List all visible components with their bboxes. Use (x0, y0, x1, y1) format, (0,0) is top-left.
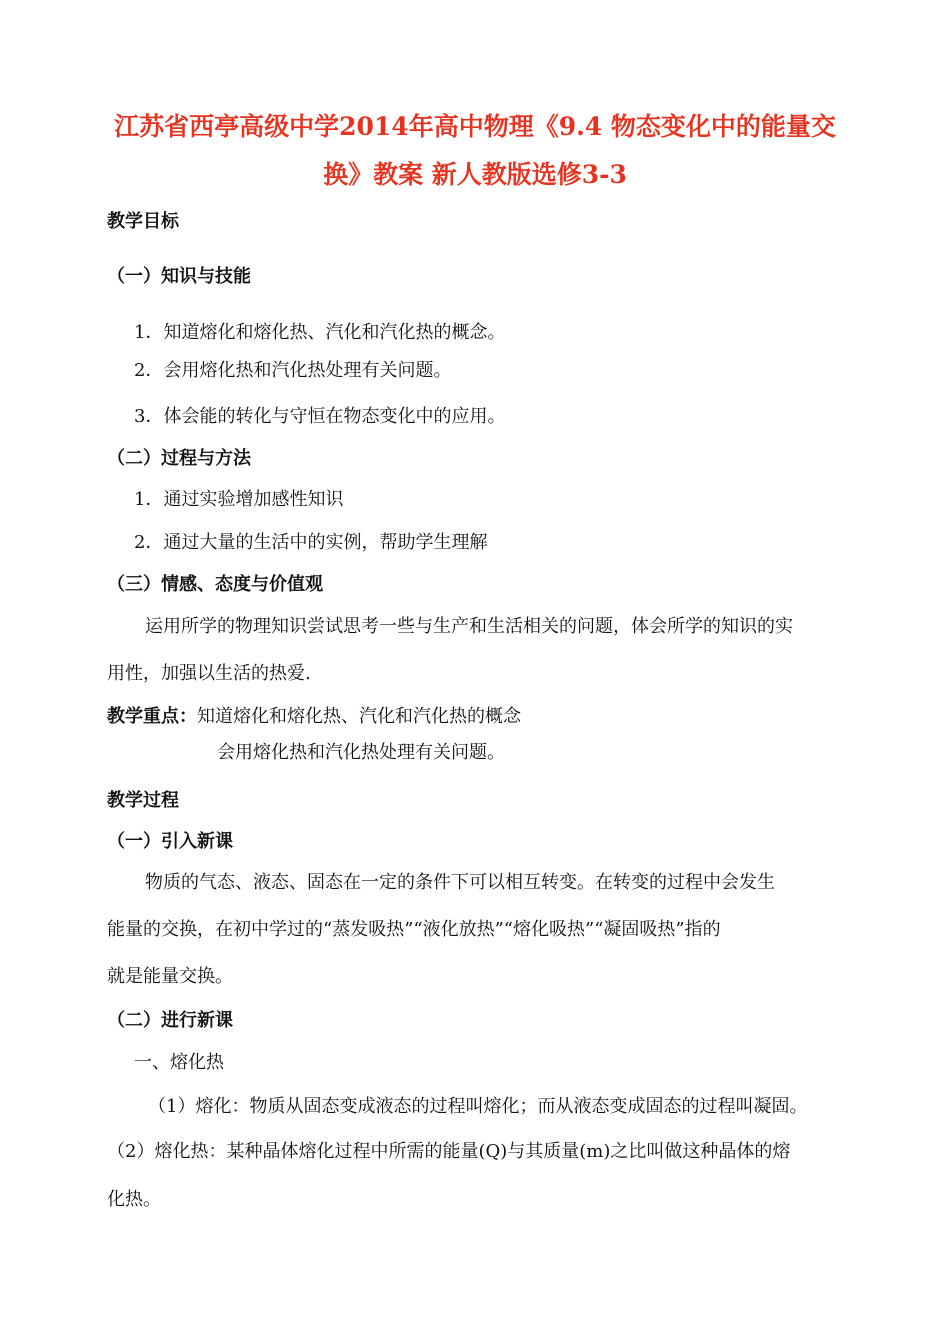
list-item: 1．通过实验增加感性知识 (134, 489, 344, 510)
fusion-heat-heading: 一、熔化热 (134, 1052, 224, 1073)
list-item: 1．知道熔化和熔化热、汽化和汽化热的概念。 (134, 322, 506, 343)
new-lesson-heading: （二）进行新课 (107, 1010, 233, 1031)
paragraph-line: 物质的气态、液态、固态在一定的条件下可以相互转变。在转变的过程中会发生 (145, 872, 775, 893)
paragraph-line: 用性，加强以生活的热爱. (107, 663, 311, 684)
list-item: 3．体会能的转化与守恒在物态变化中的应用。 (134, 406, 506, 427)
document-title-line2: 换》教案 新人教版选修3-3 (323, 160, 627, 189)
process-heading: 教学过程 (107, 790, 179, 811)
definition-line: （1）熔化：物质从固态变成液态的过程叫熔化；而从液态变成固态的过程叫凝固。 (148, 1096, 808, 1117)
definition-line: （2）熔化热：某种晶体熔化过程中所需的能量(Q)与其质量(m)之比叫做这种晶体的熔 (107, 1141, 791, 1162)
objectives-heading: 教学目标 (107, 211, 179, 232)
emotion-values-heading: （三）情感、态度与价值观 (107, 574, 323, 595)
paragraph-line: 能量的交换，在初中学过的“蒸发吸热”“液化放热”“熔化吸热”“凝固吸热”指的 (107, 919, 721, 940)
definition-line: 化热。 (107, 1189, 161, 1210)
knowledge-skills-heading: （一）知识与技能 (107, 266, 251, 287)
key-points-label: 教学重点： (107, 706, 197, 727)
intro-heading: （一）引入新课 (107, 831, 233, 852)
list-item: 2．通过大量的生活中的实例，帮助学生理解 (134, 532, 488, 553)
list-item: 2．会用熔化热和汽化热处理有关问题。 (134, 360, 452, 381)
paragraph-line: 就是能量交换。 (107, 966, 233, 987)
key-point-item: 知道熔化和熔化热、汽化和汽化热的概念 (197, 706, 521, 727)
key-points-row (107, 705, 521, 729)
paragraph-line: 运用所学的物理知识尝试思考一些与生产和生活相关的问题，体会所学的知识的实 (145, 616, 793, 637)
document-title-line1: 江苏省西亭高级中学2014年高中物理《9.4 物态变化中的能量交 (114, 112, 836, 141)
process-methods-heading: （二）过程与方法 (107, 448, 251, 469)
key-point-item: 会用熔化热和汽化热处理有关问题。 (217, 742, 505, 763)
